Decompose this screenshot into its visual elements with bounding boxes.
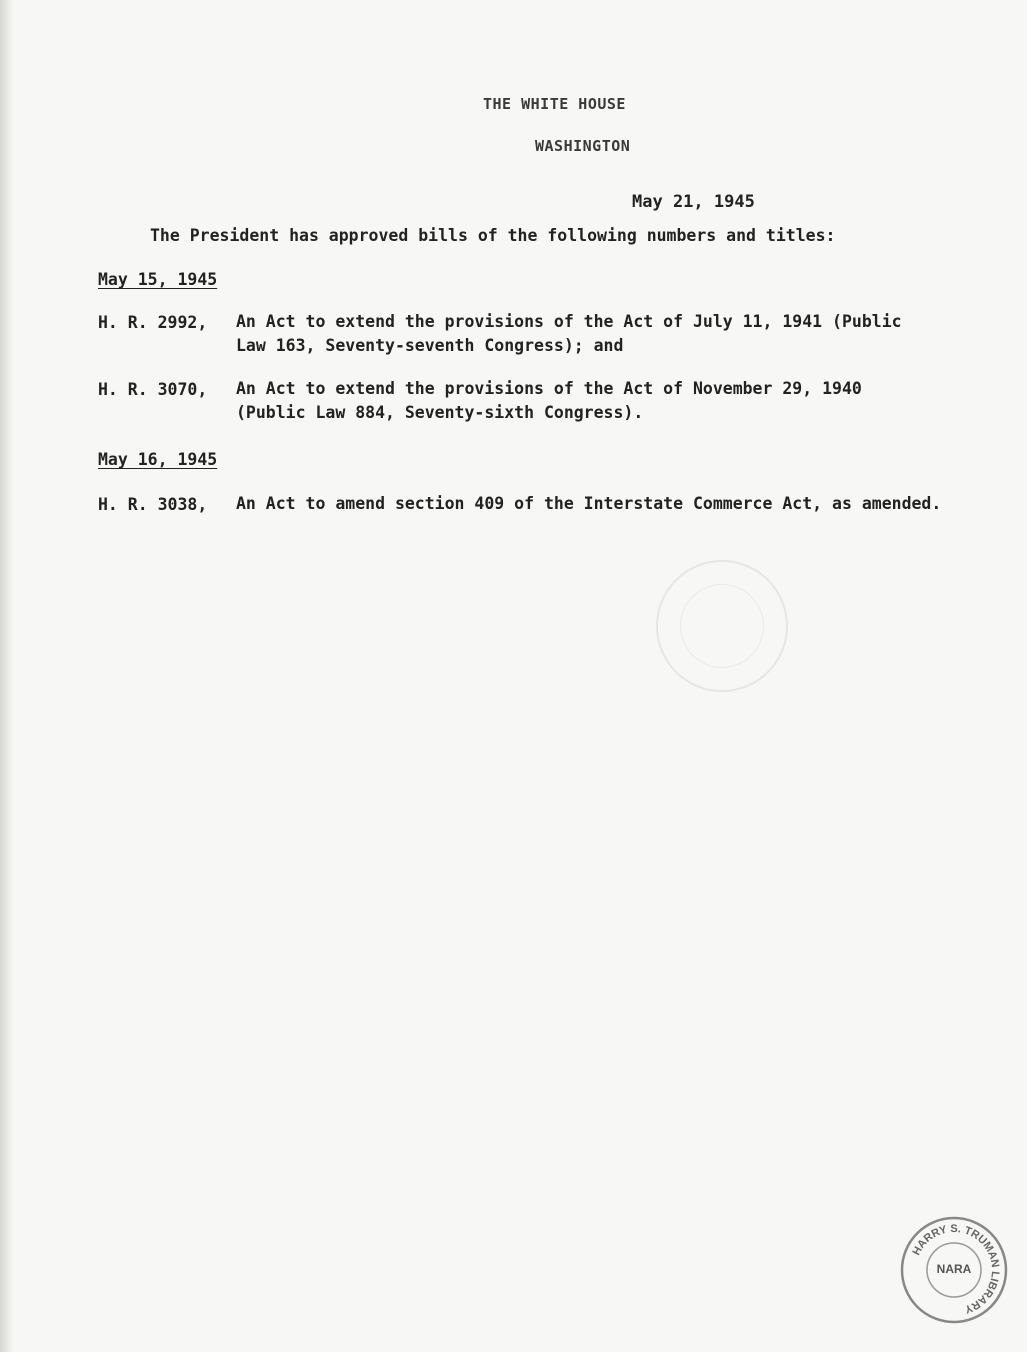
- document-date: May 21, 1945: [632, 192, 755, 212]
- truman-library-seal: [898, 1214, 1010, 1326]
- seal-center-label: NARA: [936, 1262, 972, 1276]
- group-date-may-15: May 15, 1945: [98, 270, 218, 289]
- bill-title-line: An Act to amend section 409 of the Interstate Commerce Act, as amended.: [236, 494, 942, 513]
- bill-title-hr-3038: [236, 492, 941, 516]
- bill-title-hr-3070: [236, 377, 862, 425]
- bill-number-hr-3038: H. R. 3038,: [98, 495, 208, 514]
- group-date-may-16: May 16, 1945: [98, 450, 218, 469]
- intro-sentence: The President has approved bills of the following numbers and titles:: [150, 226, 836, 245]
- faint-received-stamp: [656, 560, 788, 692]
- seal-ring-text: HARRY S. TRUMAN LIBRARY: [910, 1222, 1002, 1316]
- bill-title-line: Law 163, Seventy-seventh Congress); and: [236, 336, 624, 355]
- bill-title-line: An Act to extend the provisions of the Act of July 11, 1941 (Public: [236, 312, 902, 331]
- bill-number-hr-3070: H. R. 3070,: [98, 380, 208, 399]
- bill-title-line: (Public Law 884, Seventy-sixth Congress).: [236, 403, 644, 422]
- bill-title-hr-2992: [236, 310, 902, 358]
- bill-title-line: An Act to extend the provisions of the Act of November 29, 1940: [236, 379, 862, 398]
- bill-number-hr-2992: H. R. 2992,: [98, 313, 208, 332]
- letterhead-line-1: THE WHITE HOUSE: [483, 95, 626, 113]
- page-edge-shadow: [0, 0, 14, 1352]
- letterhead-line-2: WASHINGTON: [535, 137, 631, 155]
